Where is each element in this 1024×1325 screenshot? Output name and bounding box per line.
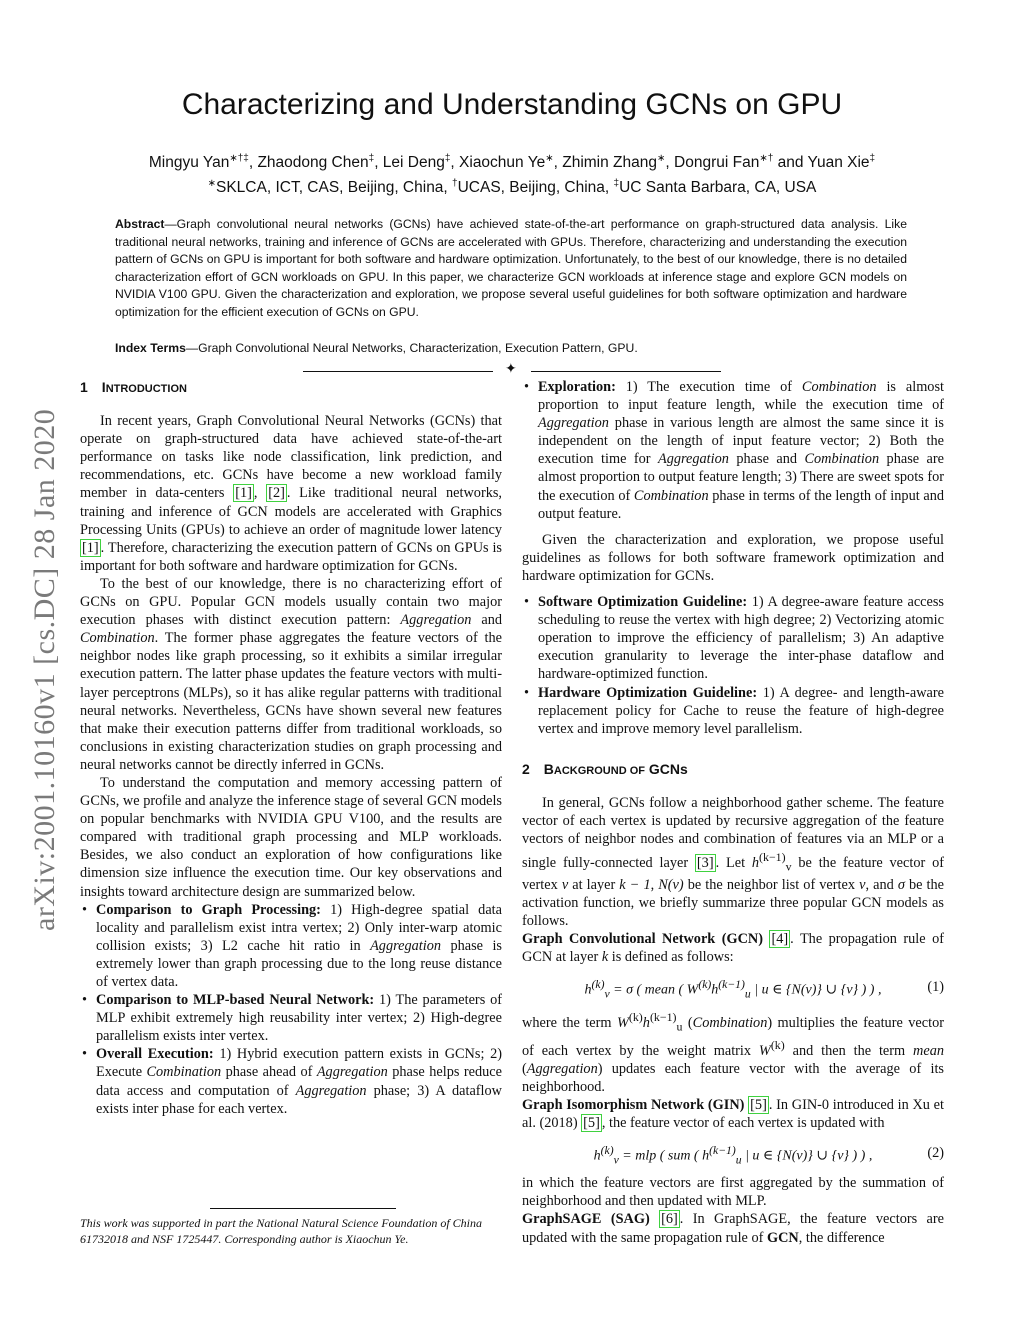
text-run: be the feature vector of vertex — [522, 854, 944, 893]
citation-link[interactable]: [1] — [235, 485, 252, 502]
math-expression: = σ ( mean ( W — [609, 983, 699, 998]
math-symbol: mean — [913, 1042, 944, 1059]
bullet-label: Comparison to Graph Processing: — [96, 901, 321, 918]
observations-list — [80, 901, 502, 1118]
author-block — [80, 148, 944, 198]
text-run: is almost proportion to input feature length, while the execution time of — [538, 379, 944, 414]
text-run: 1) The parameters of MLP exhibit extremely high reusability inter vertex; 2) High-degree parallelism exists inter vertex. — [96, 992, 502, 1045]
abstract — [115, 216, 907, 322]
section-number: 1 — [80, 379, 88, 395]
divider-diamond-icon: ✦ — [505, 362, 517, 377]
list-item — [96, 1045, 502, 1117]
affiliation: UCAS, Beijing, China, — [457, 179, 614, 197]
author-list — [80, 148, 944, 173]
text-run: phase ahead of — [221, 1064, 317, 1081]
model-label: GraphSAGE (SAG) — [522, 1211, 650, 1228]
term-combination: Combination — [692, 1015, 768, 1032]
term-aggregation: Aggregation — [526, 1060, 598, 1077]
intro-paragraph-3: To understand the computation and memory accessing pattern of GCNs, we profile and analyze the inference stage of several GCN models on popular benchmarks with NVIDIA GPU V100, and the results are compared with traditional graph processing and MLP workloads. Besides, we also conduct an exploration of how configurations like dimension size influence the execution time. Our key observations and insights toward architecture design are summarized below. — [80, 774, 502, 900]
math-subscript: u — [735, 1153, 742, 1167]
author-mark: ∗†‡ — [229, 153, 249, 164]
text-run: phase and — [728, 451, 805, 468]
citation-link[interactable]: [4] — [771, 931, 789, 948]
text-run: phase are almost proportion to output feature length; 3) There are sweet spots for the execution of — [538, 451, 944, 504]
text-run: 1) The execution time of — [615, 379, 802, 395]
section-heading-background — [522, 760, 944, 780]
term-aggregation: Aggregation — [538, 415, 609, 432]
citation-link[interactable]: [5] — [583, 1115, 600, 1132]
text-run: be the activation function, we briefly summarize three popular GCN models as follows. — [522, 876, 945, 930]
text-run: phase is extremely lower than graph processing due to the long reuse distance of vertex data. — [96, 937, 502, 990]
author-mark: ∗ — [545, 153, 554, 164]
text-run: at layer — [568, 876, 620, 893]
text-run: ( — [522, 1060, 527, 1077]
footnote-rule — [210, 1208, 396, 1209]
math-superscript: (k−1) — [649, 1010, 677, 1025]
model-label: Graph Isomorphism Network (GIN) — [522, 1097, 745, 1114]
affil-mark: ∗ — [207, 178, 216, 190]
left-column — [80, 378, 502, 1118]
text-run: 1) High-degree spatial data locality and parallelism exist intra vertex; 2) Only inter-warp atomic collision exists; 3) L2 cache hit ratio in — [96, 901, 502, 954]
text-run: . Like traditional neural networks, training and inference of GCN models are accelerated with Graphics Processing Units (GPUs) to achieve an order of magnitude lower latency — [80, 485, 502, 538]
text-run: . In GIN-0 introduced in Xu et al. (2018) — [522, 1097, 944, 1132]
text-run — [650, 1211, 659, 1227]
equation-body — [585, 970, 882, 1004]
equation-1-explanation — [522, 1008, 944, 1096]
math-symbol: h — [584, 983, 592, 998]
text-run: 1) A degree- and length-aware replacement policy for Cache to reuse the feature of high-degree vertex and improve memory level parallelism. — [538, 684, 944, 737]
math-symbol: N(v) — [658, 876, 684, 893]
affiliation: SKLCA, ICT, CAS, Beijing, China, — [216, 179, 453, 197]
equation-body — [594, 1136, 873, 1170]
math-symbol: σ — [897, 876, 905, 893]
bullet-label: Hardware Optimization Guideline: — [538, 684, 758, 701]
list-item — [538, 593, 944, 683]
text-run: phase helps reduce data access and computation of — [96, 1064, 502, 1099]
intro-paragraph-2 — [80, 575, 502, 774]
text-run: 1) A degree-aware feature access scheduling to reuse the vertex with high degree; 2) Vectorizing atomic operation to improve the efficiency of parallelism; 3) An adaptive execution granularity to leverage the inter-phase dataflow and hardware-optimized function. — [538, 594, 944, 683]
divider-line-left — [303, 371, 493, 372]
math-superscript: (k) — [698, 978, 712, 992]
affiliation-list — [80, 173, 944, 198]
term-aggregation: Aggregation — [316, 1064, 388, 1081]
text-run: . Therefore, characterizing the execution pattern of GCNs on GPUs is important for both software and hardware optimization for GCNs. — [80, 539, 502, 574]
intro-paragraph-1 — [80, 412, 502, 575]
author-name: , Dongrui Fan — [665, 154, 760, 172]
math-superscript: (k) — [628, 1010, 643, 1025]
author-mark: ‡ — [444, 153, 451, 164]
term-combination: Combination — [804, 451, 880, 468]
math-subscript: v — [604, 987, 610, 1001]
text-run: In recent years, Graph Convolutional Neural Networks (GCNs) that operate on graph-structured data have achieved state-of-the-art performance on tasks like node classification, link prediction, and recommendations, etc. GCNs have become a new workload family member in data-centers — [80, 413, 502, 502]
affil-mark: † — [452, 178, 458, 190]
author-mark: ∗† — [759, 153, 774, 164]
abstract-text: —Graph convolutional neural networks (GCNs) have achieved state-of-the-art performance on graph-structured data analysis. Like traditional neural networks, training and inference of GCNs are accelerated with GPUs. Therefore, characterizing and understanding the execution pattern of GCNs on GPU is important for both software and hardware optimization. Unfortunately, to the best of our knowledge, there is no detailed characterization effort of GCN workloads on GPU. In this paper, we characterize GCN workloads at inference stage and explore GCN models on NVIDIA V100 GPU. Given the characterization and exploration, we propose several useful guidelines for both software optimization and hardware optimization for the efficient execution of GCNs on GPU. — [115, 217, 907, 319]
author-name: , Xiaochun Ye — [450, 154, 546, 172]
index-terms-text: —Graph Convolutional Neural Networks, Characterization, Execution Pattern, GPU. — [185, 341, 638, 355]
math-subscript: v — [785, 859, 792, 874]
text-run: 1) Hybrid execution pattern exists in GCNs; 2) Execute — [96, 1046, 502, 1081]
math-symbol: v — [561, 876, 569, 893]
equation-number: (2) — [927, 1145, 944, 1162]
math-symbol: k — [601, 949, 609, 966]
text-run: where the term — [522, 1015, 617, 1032]
term-combination: Combination — [801, 379, 877, 395]
citation-link[interactable]: [5] — [750, 1097, 767, 1114]
math-symbol: k − 1 — [619, 876, 651, 893]
author-mark: ‡ — [869, 153, 876, 164]
text-run: ) updates each feature vector with the average of its neighborhood. — [522, 1060, 944, 1096]
math-superscript: (k) — [600, 1144, 614, 1158]
text-run: . The former phase aggregates the feature vectors of the neighbor nodes like graph processing, so it exhibits a similar irregular execution pattern. The latter phase updates the feature vectors with multi-layer perceptrons (MLPs), so it has alike regular patterns with traditional neural networks. Nevertheless, GCNs have shown several new features that make their execution patterns differ from traditional workloads, so conclusions in existing characterization studies on graph processing and neural networks cannot be directly inferred in GCNs. — [80, 630, 502, 773]
text-run: phase in various length are almost the same since it is independent on the length of input feature vector; 2) Both the execution time for — [538, 415, 944, 468]
equation-1 — [522, 970, 944, 1004]
math-superscript: (k−1) — [709, 1144, 736, 1158]
text-run: phase; 3) A dataflow exists inter phase for each vertex. — [96, 1082, 502, 1117]
section-title-initial: B — [543, 760, 554, 777]
text-run: ) multiplies the feature vector of each vertex by the weight matrix — [522, 1015, 944, 1059]
divider-line-right — [531, 371, 721, 372]
math-superscript: (k−1) — [759, 850, 786, 865]
index-terms — [115, 340, 907, 357]
gcn-paragraph — [522, 930, 944, 966]
term-aggregation: Aggregation — [400, 612, 472, 629]
text-run: ( — [682, 1015, 693, 1032]
term-aggregation: Aggregation — [295, 1082, 367, 1099]
section-title-rest: NTRODUCTION — [105, 383, 187, 395]
text-run: , the difference — [798, 1229, 885, 1246]
guidelines-intro-paragraph: Given the characterization and exploration, we propose useful guidelines as follows for both software framework optimization and hardware optimization for GCNs. — [522, 531, 944, 584]
right-column — [522, 378, 944, 1247]
affil-mark: ‡ — [613, 178, 620, 190]
math-symbol: v — [859, 876, 866, 893]
text-run: . The propagation rule of GCN at layer — [522, 931, 944, 966]
bullet-label: Overall Execution: — [96, 1046, 214, 1063]
list-item — [538, 378, 944, 523]
text-run: phase in terms of the length of input and output feature. — [538, 487, 944, 522]
footnote: This work was supported in part the National Natural Science Foundation of China 61732018 and NSF 1725447. Corresponding author is Xiaochun Ye. — [80, 1216, 483, 1246]
math-expression: = mlp ( sum ( h — [618, 1148, 710, 1164]
text-run: be the neighbor list of vertex — [683, 876, 860, 893]
affiliation: UC Santa Barbara, CA, USA — [619, 179, 817, 197]
model-name: GCN — [766, 1229, 799, 1246]
section-number: 2 — [522, 760, 530, 777]
model-label: Graph Convolutional Network (GCN) — [522, 931, 764, 948]
gin-paragraph — [522, 1096, 944, 1132]
text-run: and — [471, 612, 503, 629]
author-name: , Zhaodong Chen — [248, 154, 369, 172]
term-combination: Combination — [633, 487, 709, 504]
section-heading-introduction — [80, 378, 502, 398]
guidelines-list — [522, 593, 944, 738]
term-aggregation: Aggregation — [370, 937, 442, 954]
citation-link[interactable]: [6] — [661, 1211, 678, 1228]
section-divider — [303, 364, 721, 378]
math-superscript: (k) — [591, 978, 605, 992]
text-run: In general, GCNs follow a neighborhood gather scheme. The feature vector of each vertex is updated by recursive aggregation of the feature vectors of neighbor nodes and combination of features via an MLP or a single fully-connected layer — [522, 794, 944, 871]
list-item — [96, 991, 502, 1045]
text-run: , — [650, 876, 659, 893]
author-name: , Zhimin Zhang — [553, 154, 658, 172]
math-symbol: h — [642, 1015, 650, 1032]
arxiv-identifier: arXiv:2001.10160v1 [cs.DC] 28 Jan 2020 — [28, 408, 61, 932]
math-symbol: W — [758, 1042, 771, 1059]
text-run: . In GraphSAGE, the feature vectors are updated with the same propagation rule of — [522, 1211, 945, 1246]
background-paragraph — [522, 794, 944, 930]
text-run: , the feature vector of each vertex is updated with — [601, 1115, 885, 1132]
equation-number: (1) — [927, 979, 944, 996]
text-run: , and — [865, 876, 898, 893]
text-run: and then the term — [784, 1042, 914, 1059]
section-title-rest: ACKGROUND OF — [553, 764, 645, 777]
math-expression: | u ∈ {N(v)} ∪ {v} ) ) , — [750, 983, 882, 998]
term-combination: Combination — [80, 630, 155, 647]
index-terms-label: Index Terms — [115, 341, 186, 355]
math-superscript: (k−1) — [718, 978, 745, 992]
text-run: is defined as follows: — [608, 949, 734, 966]
math-symbol: h — [751, 854, 760, 871]
math-superscript: (k) — [770, 1038, 785, 1053]
paper-title: Characterizing and Understanding GCNs on GPU — [181, 88, 843, 121]
math-symbol: h — [711, 983, 719, 998]
author-mark: ∗ — [657, 153, 666, 164]
section-title-initial: I — [101, 379, 106, 395]
term-aggregation: Aggregation — [657, 451, 729, 468]
bullet-label: Exploration: — [538, 379, 616, 395]
bullet-label: Comparison to MLP-based Neural Network: — [96, 992, 375, 1009]
text-run: . Let — [715, 854, 752, 871]
citation-link[interactable]: [3] — [696, 854, 714, 871]
section-title-gcns: GCNs — [644, 760, 688, 777]
equation-2 — [522, 1136, 944, 1170]
author-name: Mingyu Yan — [148, 154, 230, 172]
list-item — [538, 684, 944, 738]
math-expression: | u ∈ {N(v)} ∪ {v} ) ) , — [741, 1148, 873, 1164]
author-mark: ‡ — [368, 153, 375, 164]
graphsage-paragraph — [522, 1210, 944, 1246]
citation-link[interactable]: [2] — [268, 485, 285, 502]
list-item — [96, 901, 502, 991]
math-subscript: u — [744, 987, 751, 1001]
text-run: To the best of our knowledge, there is no characterizing effort of GCNs on GPU. Popular GCN models usually contain two major execution phases with distinct execution pattern: — [80, 575, 502, 629]
math-symbol: W — [616, 1015, 629, 1032]
term-combination: Combination — [146, 1064, 222, 1081]
text-run: , — [253, 485, 267, 502]
math-symbol: h — [593, 1148, 601, 1164]
citation-link[interactable]: [1] — [82, 539, 99, 556]
abstract-label: Abstract — [115, 217, 165, 231]
math-subscript: u — [676, 1019, 683, 1034]
exploration-list — [522, 378, 944, 523]
equation-2-explanation: in which the feature vectors are first aggregated by the summation of neighborhood and then updated with MLP. — [522, 1175, 944, 1210]
math-subscript: v — [613, 1153, 619, 1167]
author-name: and Yuan Xie — [773, 154, 870, 172]
bullet-label: Software Optimization Guideline: — [538, 594, 748, 611]
author-name: , Lei Deng — [374, 154, 445, 172]
